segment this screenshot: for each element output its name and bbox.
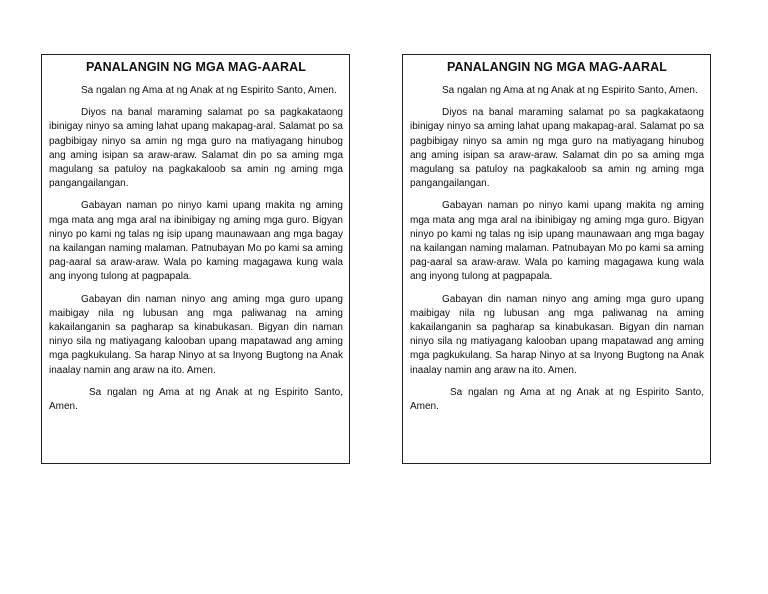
prayer-paragraph-opening: Sa ngalan ng Ama at ng Anak at ng Espirito Santo, Amen.	[81, 85, 337, 96]
prayer-paragraph-thanks: Diyos na banal maraming salamat po sa pagkakataong ibinigay ninyo sa aming lahat upang makapag-aral. Salamat po sa pagbibigay ninyo sa amin ng mga guro na matiyagang hinubog ang aming isipan sa araw-araw. Salamat din po sa aming mga magulang sa patuloy na pagkakaloob sa amin ng aming mga pangangailangan.	[49, 107, 343, 190]
prayer-paragraph-thanks: Diyos na banal maraming salamat po sa pagkakataong ibinigay ninyo sa aming lahat upang makapag-aral. Salamat po sa pagbibigay ninyo sa amin ng mga guro na matiyagang hinubog ang aming isipan sa araw-araw. Salamat din po sa aming mga magulang sa patuloy na pagkakaloob sa amin ng aming mga pangangailangan.	[410, 107, 704, 190]
prayer-title: PANALANGIN NG MGA MAG-AARAL	[85, 60, 307, 74]
prayer-card-left	[41, 54, 350, 464]
prayer-paragraph-guidance: Gabayan naman po ninyo kami upang makita ng aming mga mata ang mga aral na ibinibigay ng aming mga guro. Bigyan ninyo po kami ng talas ng isip upang maunawaan ang mga bagay na kailangan naming malaman. Patnubayan Mo po kami sa aming pag-aaral sa araw-araw. Wala po kaming magagawa kung wala ang inyong tulong at pagpapala.	[49, 200, 343, 283]
prayer-title: PANALANGIN NG MGA MAG-AARAL	[446, 60, 668, 74]
prayer-paragraph-closing: Sa ngalan ng Ama at ng Anak at ng Espirito Santo, Amen.	[410, 386, 704, 413]
prayer-paragraph-closing: Sa ngalan ng Ama at ng Anak at ng Espirito Santo, Amen.	[49, 386, 343, 413]
prayer-paragraph-teachers: Gabayan din naman ninyo ang aming mga guro upang maibigay nila ng lubusan ang mga paliwanag na aming kakailanganin sa pagharap sa kinabukasan. Bigyan din naman ninyo sila ng matiyagang kalooban upang mapatawad ang aming mga pagkukulang. Sa harap Ninyo at sa Inyong Bugtong na Anak inaalay namin ang araw na ito. Amen.	[49, 293, 343, 376]
prayer-card-right	[402, 54, 711, 464]
prayer-paragraph-guidance: Gabayan naman po ninyo kami upang makita ng aming mga mata ang mga aral na ibinibigay ng aming mga guro. Bigyan ninyo po kami ng talas ng isip upang maunawaan ang mga bagay na kailangan naming malaman. Patnubayan Mo po kami sa aming pag-aaral sa araw-araw. Wala po kaming magagawa kung wala ang inyong tulong at pagpapala.	[410, 200, 704, 283]
prayer-paragraph-opening: Sa ngalan ng Ama at ng Anak at ng Espirito Santo, Amen.	[442, 85, 698, 96]
prayer-paragraph-teachers: Gabayan din naman ninyo ang aming mga guro upang maibigay nila ng lubusan ang mga paliwanag na aming kakailanganin sa pagharap sa kinabukasan. Bigyan din naman ninyo sila ng matiyagang kalooban upang mapatawad ang aming mga pagkukulang. Sa harap Ninyo at sa Inyong Bugtong na Anak inaalay namin ang araw na ito. Amen.	[410, 293, 704, 376]
